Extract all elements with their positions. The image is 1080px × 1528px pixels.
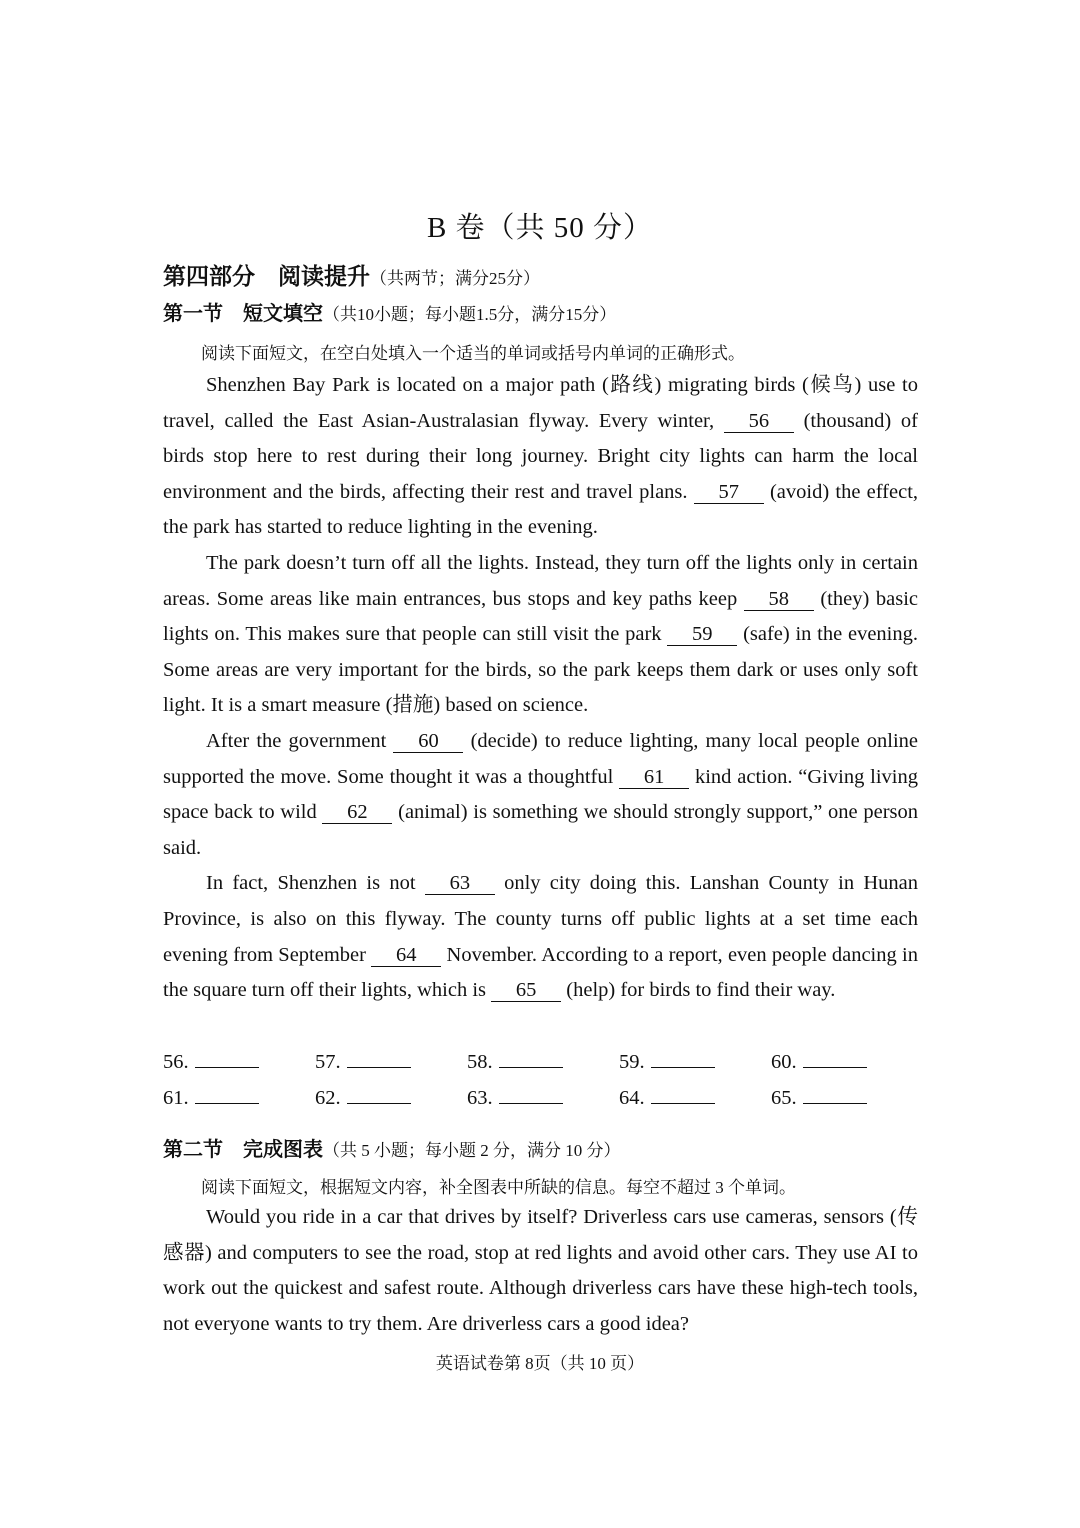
p1-text-d: (avoid) the effect, the park has started to reduce lighting in the evening. bbox=[163, 480, 919, 539]
answer-line[interactable] bbox=[499, 1085, 563, 1104]
blank-63: 63 bbox=[425, 872, 495, 895]
blank-65: 65 bbox=[491, 979, 561, 1002]
part4-heading bbox=[163, 258, 540, 291]
p4-text-c: only city doing this. Lanshan County in Hunan Province, is also on this flyway. The county turns off public lights at a set time each evening from September bbox=[163, 872, 918, 966]
answer-label: 63. bbox=[467, 1087, 493, 1109]
answer-57[interactable] bbox=[315, 1049, 411, 1074]
section2-note: （共 5 小题；每小题 2 分，满分 10 分） bbox=[323, 1141, 621, 1160]
blank-59: 59 bbox=[667, 623, 737, 646]
answer-label: 61. bbox=[163, 1087, 189, 1109]
answer-59[interactable] bbox=[619, 1049, 715, 1074]
section1-heading-text: 第一节 短文填空 bbox=[163, 301, 323, 325]
section2-heading bbox=[163, 1133, 621, 1162]
section1-note: （共10小题；每小题1.5分，满分15分） bbox=[323, 305, 617, 324]
blank-62: 62 bbox=[322, 801, 392, 824]
blank-60: 60 bbox=[393, 730, 463, 753]
page-title: B 卷（共 50 分） bbox=[426, 212, 654, 244]
section1-instruction: 阅读下面短文，在空白处填入一个适当的单词或括号内单词的正确形式。 bbox=[201, 344, 745, 363]
p4-text-e: (help) for birds to find their way. bbox=[566, 979, 836, 1002]
p3-text-c: (decide) to reduce lighting, many local people online supported the move. Some thought it was a thoughtful bbox=[163, 729, 919, 788]
blank-56: 56 bbox=[724, 410, 794, 433]
answer-row-1 bbox=[163, 1049, 923, 1085]
answer-63[interactable] bbox=[467, 1085, 563, 1110]
section2-paragraph-1: Would you ride in a car that drives by itself? Driverless cars use cameras, sensors (传感器) and computers to see the road, stop at red lights and avoid other cars. They use AI to work out the quickest and safest route. Although driverless cars have these high-tech tools, not everyone wants to try them. Are driverless cars a good idea? bbox=[163, 1206, 918, 1335]
answer-56[interactable] bbox=[163, 1049, 259, 1074]
section1-passage bbox=[163, 368, 918, 1009]
answer-line[interactable] bbox=[195, 1085, 259, 1104]
paragraph-2 bbox=[163, 546, 918, 724]
p4-text-d: November. According to a report, even people dancing in the square turn off their lights, which is bbox=[163, 943, 918, 1002]
p3-text-d: kind action. “Giving living space back to wild bbox=[163, 765, 918, 824]
answer-line[interactable] bbox=[195, 1049, 259, 1068]
answer-line[interactable] bbox=[347, 1049, 411, 1068]
p3-text-e: (animal) is something we should strongly support,” one person said. bbox=[163, 801, 918, 859]
blank-58: 58 bbox=[744, 588, 814, 611]
answer-line[interactable] bbox=[803, 1049, 867, 1068]
section2-passage bbox=[163, 1200, 918, 1342]
answer-label: 65. bbox=[771, 1087, 797, 1109]
answer-58[interactable] bbox=[467, 1049, 563, 1074]
section2-heading-text: 第二节 完成图表 bbox=[163, 1137, 323, 1161]
answer-65[interactable] bbox=[771, 1085, 867, 1110]
answer-line[interactable] bbox=[499, 1049, 563, 1068]
p3-text-a: After the government bbox=[206, 729, 387, 752]
blank-61: 61 bbox=[619, 766, 689, 789]
answer-line[interactable] bbox=[651, 1085, 715, 1104]
paragraph-3 bbox=[163, 724, 918, 866]
p4-text-a: In fact, Shenzhen is not bbox=[206, 872, 416, 895]
p1-text-a: Shenzhen Bay Park is located on a major path (路线) migrating birds (候鸟) use to travel, called the East Asian-Australasian flyway. Every winter, bbox=[163, 374, 918, 432]
p2-text-d: (safe) in the evening. Some areas are very important for the birds, so the park keeps them dark or uses only soft light. It is a smart measure (措施) based on science. bbox=[163, 623, 919, 717]
answer-label: 64. bbox=[619, 1087, 645, 1109]
answer-label: 57. bbox=[315, 1051, 341, 1073]
answer-blanks bbox=[163, 1049, 923, 1121]
blank-57: 57 bbox=[694, 481, 764, 504]
answer-label: 60. bbox=[771, 1051, 797, 1073]
p2-text-a: The park doesn’t turn off all the lights. Instead, they turn off the lights only in certain areas. Some areas like main entrances, bus stops and key paths keep bbox=[163, 551, 918, 610]
p1-text-c: (thousand) of birds stop here to rest during their long journey. Bright city lights can harm the local environment and the birds, affecting their rest and travel plans. bbox=[163, 409, 918, 503]
blank-64: 64 bbox=[371, 944, 441, 967]
section2-instruction: 阅读下面短文，根据短文内容，补全图表中所缺的信息。每空不超过 3 个单词。 bbox=[201, 1178, 796, 1197]
answer-line[interactable] bbox=[651, 1049, 715, 1068]
part4-note: （共两节；满分25分） bbox=[370, 269, 540, 288]
answer-62[interactable] bbox=[315, 1085, 411, 1110]
answer-label: 62. bbox=[315, 1087, 341, 1109]
answer-61[interactable] bbox=[163, 1085, 259, 1110]
answer-60[interactable] bbox=[771, 1049, 867, 1074]
answer-label: 58. bbox=[467, 1051, 493, 1073]
answer-line[interactable] bbox=[803, 1085, 867, 1104]
page-footer: 英语试卷第 8页（共 10 页） bbox=[435, 1354, 645, 1373]
part4-heading-text: 第四部分 阅读提升 bbox=[163, 264, 370, 290]
section1-heading bbox=[163, 297, 616, 326]
answer-label: 59. bbox=[619, 1051, 645, 1073]
answer-line[interactable] bbox=[347, 1085, 411, 1104]
answer-label: 56. bbox=[163, 1051, 189, 1073]
answer-row-2 bbox=[163, 1085, 923, 1121]
p2-text-c: (they) basic lights on. This makes sure that people can still visit the park bbox=[163, 587, 918, 646]
paragraph-4 bbox=[163, 866, 918, 1008]
paragraph-1 bbox=[163, 368, 918, 546]
answer-64[interactable] bbox=[619, 1085, 715, 1110]
